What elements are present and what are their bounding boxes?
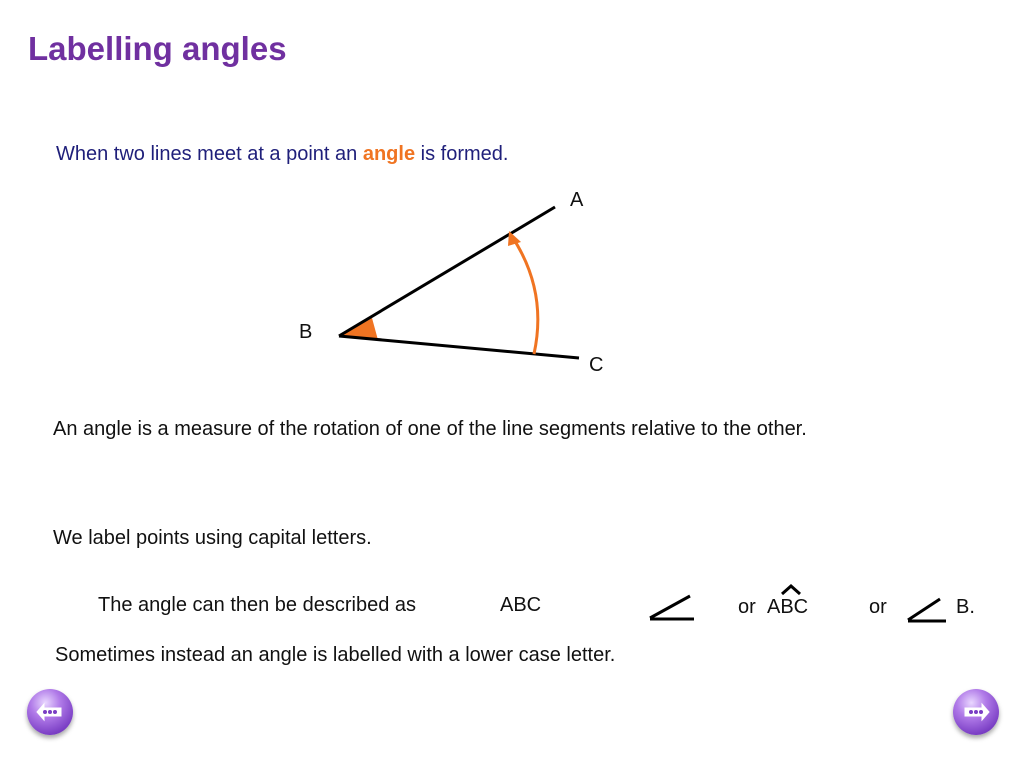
back-arrow-icon [27,689,73,735]
point-label-c: C [589,354,604,376]
or-label-2: or [869,596,887,618]
notation-b: B. [956,596,975,618]
forward-arrow-icon [953,689,999,735]
definition-text: An angle is a measure of the rotation of one of the line segments relative to the other. [53,418,807,440]
notation-abc-hat: ABC [767,596,809,618]
intro-before: When two lines meet at a point an [56,143,363,165]
intro-highlight: angle [362,143,416,165]
angle-symbol-2-upper [908,599,940,620]
point-label-b: B [299,321,313,343]
ray-bc [339,336,579,358]
ray-ba [339,207,555,336]
arrowhead-icon [508,231,521,246]
or-label-1: or [738,596,756,618]
label-points-text: We label points using capital letters. [53,527,372,549]
hat-symbol [782,586,800,594]
page-title: Labelling angles [28,30,287,67]
point-label-a: A [570,189,584,211]
previous-slide-button[interactable] [27,689,73,735]
intro-after: is formed. [415,143,509,165]
described-lead: The angle can then be described as [98,594,416,616]
next-slide-button[interactable] [953,689,999,735]
notation-abc: ABC [500,594,542,616]
lower-case-text: Sometimes instead an angle is labelled with a lower case letter. [55,644,616,666]
rotation-arc [511,235,538,354]
angle-symbol-1-upper [650,596,690,618]
